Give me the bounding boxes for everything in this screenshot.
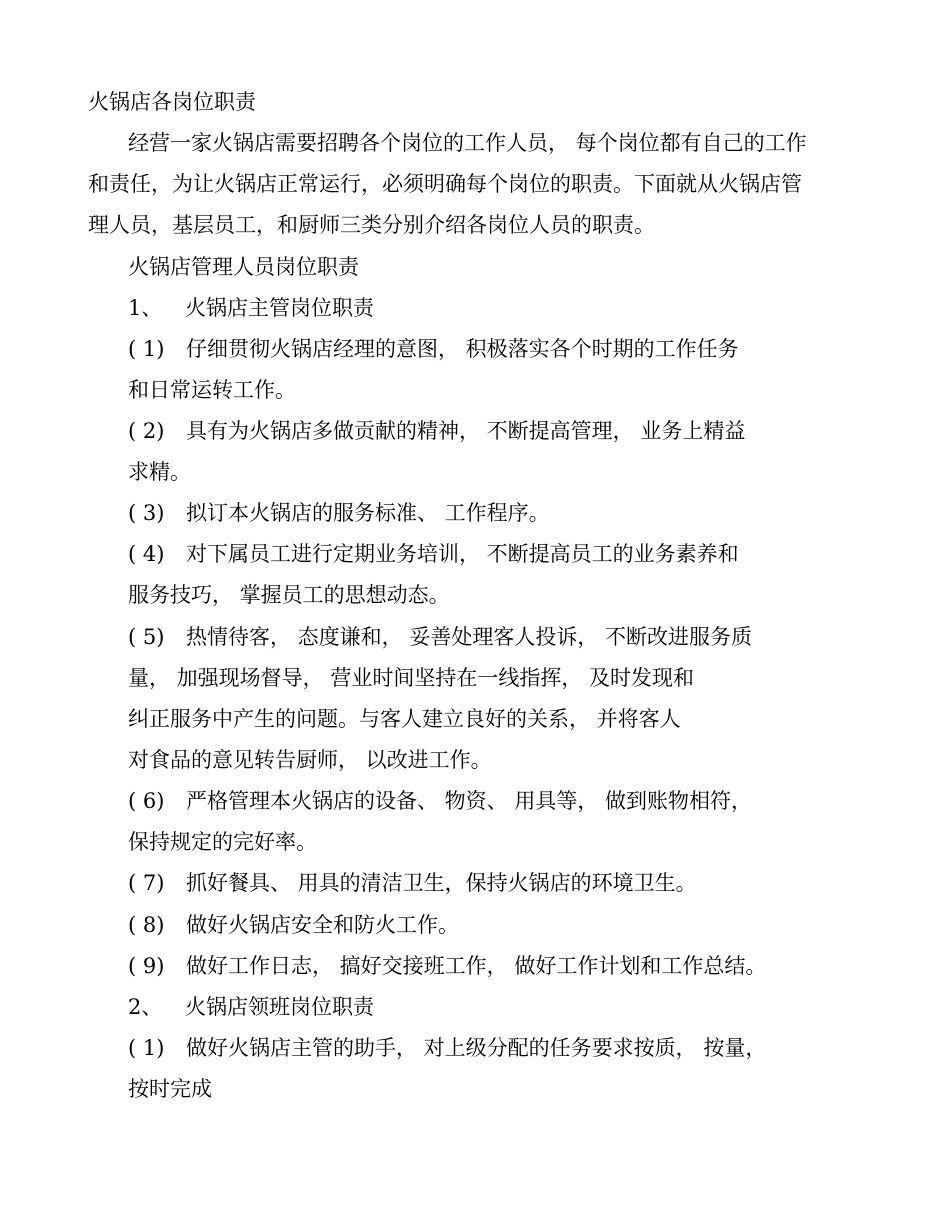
intro-line: 经营一家火锅店需要招聘各个岗位的工作人员， 每个岗位都有自己的工作	[128, 131, 807, 155]
subsection-heading	[128, 993, 374, 1021]
item-text: 仔细贯彻火锅店经理的意图， 积极落实各个时期的工作任务	[186, 337, 739, 361]
item-continuation: 保持规定的完好率。	[128, 830, 317, 854]
list-item	[128, 952, 766, 980]
item-continuation: 和日常运转工作。	[128, 378, 296, 402]
list-item	[128, 417, 745, 445]
item-number: ( 8)	[128, 913, 165, 937]
item-continuation: 服务技巧， 掌握员工的思想动态。	[128, 583, 450, 607]
item-number: ( 3)	[128, 501, 165, 525]
subsection-number: 1、	[128, 296, 163, 320]
subsection-title: 火锅店主管岗位职责	[185, 296, 374, 320]
item-number: ( 5)	[128, 625, 165, 649]
list-item	[128, 787, 752, 815]
item-number: ( 2)	[128, 419, 165, 443]
intro-line: 和责任，为让火锅店正常运行，必须明确每个岗位的职责。下面就从火锅店管	[88, 172, 802, 196]
item-text: 抓好餐具、 用具的清洁卫生，保持火锅店的环境卫生。	[186, 871, 697, 895]
list-item	[128, 1034, 766, 1062]
item-text: 对下属员工进行定期业务培训， 不断提高员工的业务素养和	[186, 542, 739, 566]
item-continuation: 对食品的意见转告厨师， 以改进工作。	[128, 748, 492, 772]
list-item	[128, 623, 752, 651]
document-title: 火锅店各岗位职责	[88, 90, 256, 114]
item-continuation: 按时完成	[128, 1077, 212, 1101]
list-item	[128, 911, 459, 939]
intro-line: 理人员，基层员工，和厨师三类分别介绍各岗位人员的职责。	[88, 213, 655, 237]
subsection-number: 2、	[128, 995, 163, 1019]
item-number: ( 6)	[128, 789, 165, 813]
item-number: ( 4)	[128, 542, 165, 566]
item-text: 具有为火锅店多做贡献的精神， 不断提高管理， 业务上精益	[186, 419, 746, 443]
item-text: 热情待客， 态度谦和， 妥善处理客人投诉， 不断改进服务质	[186, 625, 753, 649]
item-continuation: 求精。	[128, 460, 191, 484]
item-text: 做好工作日志， 搞好交接班工作， 做好工作计划和工作总结。	[186, 954, 767, 978]
item-number: ( 1)	[128, 1036, 165, 1060]
item-text: 拟订本火锅店的服务标准、 工作程序。	[186, 501, 550, 525]
section-heading: 火锅店管理人员岗位职责	[128, 255, 359, 279]
subsection-title: 火锅店领班岗位职责	[185, 995, 374, 1019]
subsection-heading	[128, 294, 374, 322]
list-item	[128, 540, 739, 568]
list-item	[128, 869, 697, 897]
item-number: ( 1)	[128, 337, 165, 361]
item-text: 严格管理本火锅店的设备、 物资、 用具等， 做到账物相符，	[186, 789, 753, 813]
item-text: 做好火锅店安全和防火工作。	[186, 913, 459, 937]
item-text: 做好火锅店主管的助手， 对上级分配的任务要求按质， 按量，	[186, 1036, 767, 1060]
item-continuation: 纠正服务中产生的问题。与客人建立良好的关系， 并将客人	[128, 707, 681, 731]
list-item	[128, 335, 739, 363]
item-number: ( 9)	[128, 954, 165, 978]
list-item	[128, 499, 550, 527]
item-continuation: 量， 加强现场督导， 营业时间坚持在一线指挥， 及时发现和	[128, 666, 695, 690]
item-number: ( 7)	[128, 871, 165, 895]
